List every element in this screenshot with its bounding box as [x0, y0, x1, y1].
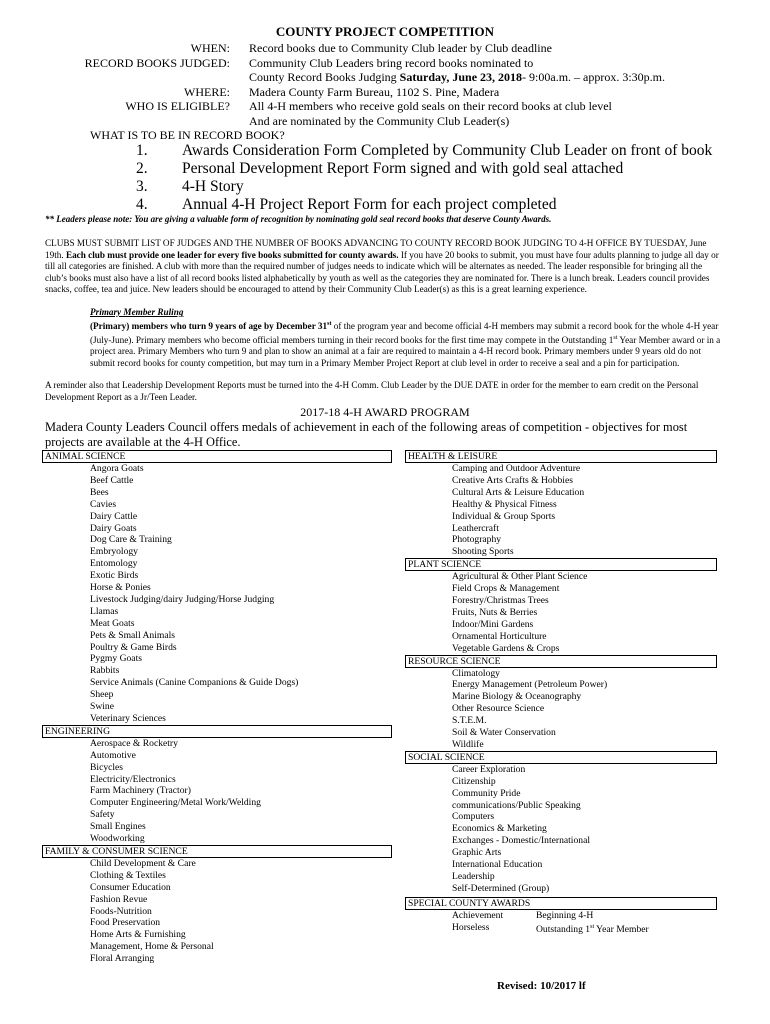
clubs-text-b: If you have 20 books to submit, you must have four adults planning to judge all day or till all categories are finished. A club with more than the required number of judges needs to indicate which will be alternates as needed. The leader responsible for bringing all the club’s books must also have a list of all record books listed alphabetically by youth as well as the categories they are nominated for. There is a lunch break. Leaders council provides snacks, coffee, tea and juice. New leaders should be encouraged to attend by their Community Club Leader(s) as this is a great learning experience. — [45, 249, 719, 294]
record-item-num: 3. — [136, 178, 148, 195]
category-item: Leathercraft — [452, 522, 499, 534]
page-title: COUNTY PROJECT COMPETITION — [275, 24, 495, 39]
category-item: Cultural Arts & Leisure Education — [452, 486, 585, 498]
special-award-post: Year Member — [594, 924, 649, 936]
category-item: Dairy Cattle — [90, 510, 138, 522]
primary-paragraph — [90, 319, 724, 369]
record-item-3 — [136, 178, 736, 196]
reminder-text: A reminder also that Leadership Development Reports must be turned into the 4-H Comm. Club Leader by the DUE DATE in order for the member to earn credit on the Personal Development Report as a Jr/Teen Leader. — [45, 380, 699, 402]
category-item: Wildlife — [452, 738, 484, 750]
judging-date-bold: Saturday, June 23, 2018 — [399, 70, 523, 84]
category-item: Embryology — [90, 546, 138, 558]
record-item-text: Personal Development Report Form signed and with gold seal attached — [182, 160, 624, 177]
award-program-intro: Madera County Leaders Council offers medals of achievement in each of the following areas of competition - objectives for most projects are available at the 4-H Office. — [45, 420, 688, 449]
category-item: Soil & Water Conservation — [452, 727, 556, 738]
category-item: Creative Arts Crafts & Hobbies — [452, 474, 573, 486]
where-label: WHERE: — [184, 85, 230, 99]
revised-footer: Revised: 10/2017 lf — [497, 980, 586, 992]
category-item: Small Engines — [90, 821, 146, 833]
category-item: Aerospace & Rocketry — [90, 737, 178, 749]
category-item: Leadership — [452, 870, 495, 882]
category-item: Pets & Small Animals — [90, 629, 176, 641]
judged-value: Community Club Leaders bring record books nominated to — [249, 56, 534, 70]
record-item-1 — [136, 142, 736, 160]
category-item: International Education — [452, 859, 543, 870]
clubs-paragraph — [45, 238, 725, 296]
category-item: Dog Care & Training — [90, 534, 172, 546]
category-item: Swine — [90, 701, 114, 712]
category-item: Ornamental Horticulture — [452, 630, 547, 642]
special-award-item — [536, 922, 649, 936]
special-award-item: Horseless — [452, 922, 490, 933]
category-item: Forestry/Christmas Trees — [452, 595, 549, 606]
category-item: Veterinary Sciences — [90, 712, 166, 724]
reminder-paragraph — [45, 380, 727, 403]
category-item: Foods-Nutrition — [90, 905, 152, 917]
primary-text-bold: (Primary) members who turn 9 years of age by December 31 — [90, 321, 328, 332]
category-item: Photography — [452, 534, 502, 546]
category-item: Service Animals (Canine Companions & Guide Dogs) — [90, 677, 299, 689]
record-item-text: Awards Consideration Form Completed by Community Club Leader on front of book — [182, 142, 713, 159]
category-item: Healthy & Physical Fitness — [452, 498, 557, 510]
primary-text-b: Year Member award or in a project area. Primary Members who turn 9 and plan to show an animal at a fair are required to maintain a 4-H record book. Primary members under 9 years old do not submit record books for county competition, but may turn in a Primary Member Project Report at club level in order to receive a seal and a pin for participation. — [90, 334, 721, 368]
category-item: Field Crops & Management — [452, 583, 560, 595]
record-item-num: 1. — [136, 142, 148, 159]
category-item: Llamas — [90, 605, 119, 617]
category-item: Safety — [90, 809, 115, 821]
category-item: Child Development & Care — [90, 857, 196, 869]
category-header: FAMILY & CONSUMER SCIENCE — [42, 845, 392, 858]
primary-heading: Primary Member Ruling — [90, 307, 184, 317]
category-item: Exchanges - Domestic/International — [452, 835, 590, 847]
category-item: Automotive — [90, 749, 136, 761]
category-item: Citizenship — [452, 775, 496, 787]
category-item: Angora Goats — [90, 463, 144, 474]
category-item: communications/Public Speaking — [452, 799, 581, 811]
category-item: S.T.E.M. — [452, 715, 487, 727]
eligible-value: All 4-H members who receive gold seals on their record books at club level — [249, 99, 612, 113]
category-item: Shooting Sports — [452, 546, 514, 558]
category-item: Rabbits — [90, 665, 120, 677]
category-item: Clothing & Textiles — [90, 869, 166, 881]
judging-date-post: - 9:00a.m. – approx. 3:30p.m. — [522, 70, 666, 84]
category-item: Camping and Outdoor Adventure — [452, 463, 581, 474]
category-item: Consumer Education — [90, 881, 171, 893]
category-item: Horse & Ponies — [90, 582, 151, 593]
clubs-text-bold: Each club must provide one leader for every five books submitted for county awards. — [65, 249, 399, 260]
leaders-note: ** Leaders please note: You are giving a valuable form of recognition by nominating gold seal record books that deserve County Awards. — [45, 214, 552, 224]
award-program-title: 2017-18 4-H AWARD PROGRAM — [300, 405, 470, 419]
category-item: Home Arts & Furnishing — [90, 929, 186, 941]
category-item: Economics & Marketing — [452, 823, 547, 835]
special-award-item: Achievement — [452, 910, 504, 921]
category-item: Individual & Group Sports — [452, 510, 556, 522]
primary-sup2: st — [613, 334, 618, 341]
category-item: Graphic Arts — [452, 847, 502, 859]
category-item: Bicycles — [90, 761, 124, 773]
category-item: Woodworking — [90, 833, 145, 844]
primary-text-a: of the program year and become official 4-H members may submit a record book for the whole 4-H year (July-June). Primary members who become official members turning in their record books for the first time may compete in the Outstanding 1 — [90, 321, 719, 345]
judged-label: RECORD BOOKS JUDGED: — [84, 56, 230, 70]
category-item: Beef Cattle — [90, 474, 134, 486]
category-header: SOCIAL SCIENCE — [405, 751, 717, 764]
record-item-text: 4-H Story — [182, 178, 244, 195]
special-award-item: Beginning 4-H — [536, 910, 594, 921]
category-item: Energy Management (Petroleum Power) — [452, 679, 608, 691]
record-book-question: WHAT IS TO BE IN RECORD BOOK? — [90, 128, 285, 142]
category-item: Poultry & Game Birds — [90, 641, 177, 653]
when-value: Record books due to Community Club leader by Club deadline — [249, 41, 552, 55]
clubs-text-a: CLUBS MUST SUBMIT LIST OF JUDGES AND THE NUMBER OF BOOKS ADVANCING TO COUNTY RECORD BOOK JUDGING TO 4-H OFFICE BY TUESDAY, June 19th. — [45, 238, 707, 260]
record-item-2 — [136, 160, 736, 178]
category-item: Agricultural & Other Plant Science — [452, 571, 588, 583]
category-header: ENGINEERING — [42, 725, 392, 738]
category-item: Dairy Goats — [90, 522, 137, 534]
category-item: Entomology — [90, 558, 138, 570]
category-item: Fruits, Nuts & Berries — [452, 606, 538, 618]
judging-date — [249, 70, 665, 85]
category-item: Management, Home & Personal — [90, 941, 214, 953]
category-item: Other Resource Science — [452, 703, 545, 715]
category-item: Career Exploration — [452, 763, 526, 775]
category-item: Vegetable Gardens & Crops — [452, 642, 560, 654]
category-header: ANIMAL SCIENCE — [42, 450, 392, 463]
special-award-sup: st — [590, 924, 595, 930]
judging-date-pre: County Record Books Judging — [249, 70, 400, 84]
primary-sup: st — [327, 321, 332, 327]
when-label: WHEN: — [190, 41, 230, 55]
eligible-value-2: And are nominated by the Community Club Leader(s) — [249, 114, 510, 128]
category-item: Computers — [452, 811, 495, 823]
category-item: Livestock Judging/dairy Judging/Horse Judging — [90, 593, 275, 605]
category-special-county-awards: SPECIAL COUNTY AWARDS — [405, 897, 717, 910]
category-item: Marine Biology & Oceanography — [452, 691, 582, 703]
category-item: Climatology — [452, 667, 500, 679]
record-item-text: Annual 4-H Project Report Form for each project completed — [182, 196, 557, 213]
category-item: Fashion Revue — [90, 893, 148, 905]
where-value: Madera County Farm Bureau, 1102 S. Pine, Madera — [249, 85, 500, 99]
category-header: PLANT SCIENCE — [405, 558, 717, 571]
category-item: Computer Engineering/Metal Work/Welding — [90, 797, 261, 809]
category-item: Pygmy Goats — [90, 653, 142, 665]
category-item: Food Preservation — [90, 917, 161, 929]
category-item: Sheep — [90, 689, 114, 701]
category-item: Electricity/Electronics — [90, 773, 176, 785]
category-item: Bees — [90, 486, 109, 498]
record-item-4 — [136, 196, 736, 214]
category-item: Meat Goats — [90, 617, 135, 629]
eligible-label: WHO IS ELIGIBLE? — [125, 99, 230, 113]
record-item-num: 4. — [136, 196, 148, 213]
category-item: Floral Arranging — [90, 953, 155, 965]
category-item: Community Pride — [452, 787, 521, 799]
special-award-pre: Outstanding 1 — [536, 924, 591, 936]
category-item: Cavies — [90, 498, 117, 510]
category-item: Farm Machinery (Tractor) — [90, 785, 191, 797]
category-header: RESOURCE SCIENCE — [405, 655, 717, 668]
category-item: Self-Determined (Group) — [452, 882, 550, 894]
category-item: Exotic Birds — [90, 570, 139, 582]
record-item-num: 2. — [136, 160, 148, 177]
category-item: Indoor/Mini Gardens — [452, 618, 534, 630]
category-header: HEALTH & LEISURE — [405, 450, 717, 463]
